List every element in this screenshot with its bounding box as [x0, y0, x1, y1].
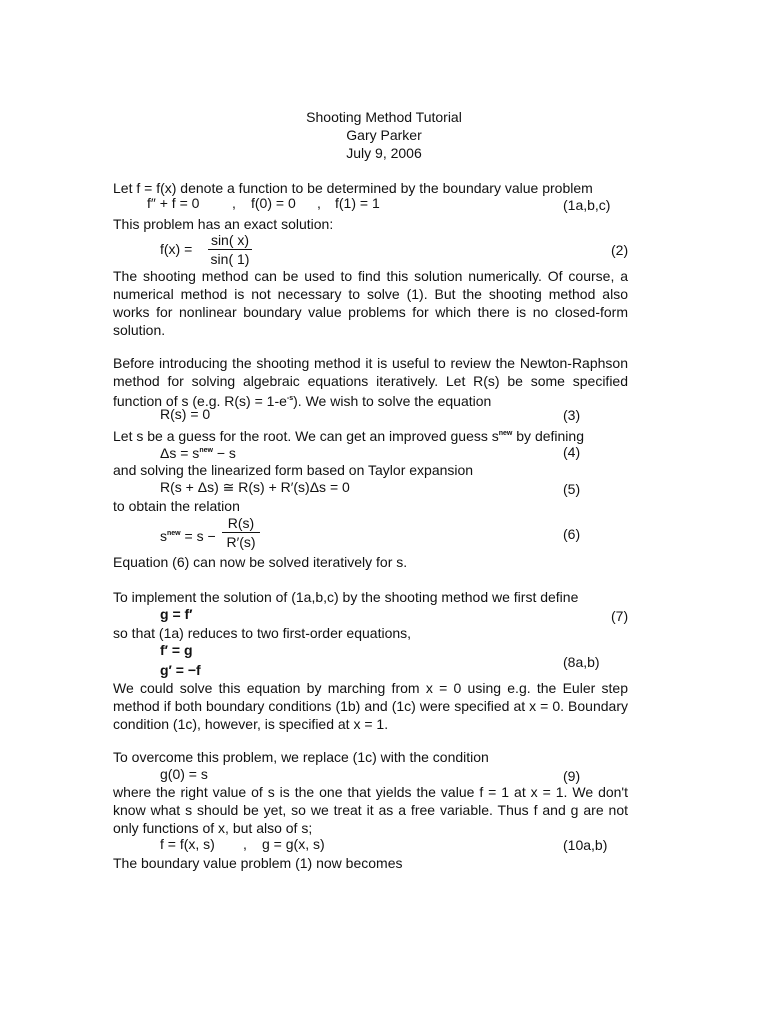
equation-number-5: (5)	[563, 481, 581, 497]
document-date: July 9, 2006	[346, 145, 422, 161]
equation-6-lhs	[160, 525, 216, 545]
equation-separator: ,	[317, 195, 321, 211]
equation-part: s	[160, 528, 167, 544]
equation-10a: f = f(x, s)	[160, 836, 215, 852]
equation-number-1: (1a,b,c)	[563, 197, 611, 213]
fraction-numerator: R(s)	[227, 515, 255, 531]
fraction-bar	[208, 249, 252, 250]
paragraph-bvp-becomes: The boundary value problem (1) now becomes	[113, 855, 403, 871]
fraction-denominator: R′(s)	[226, 534, 256, 550]
superscript: new	[167, 530, 181, 537]
equation-separator: ,	[243, 836, 247, 852]
equation-2-lhs: f(x) =	[160, 241, 193, 257]
equation-number-2: (2)	[611, 242, 629, 258]
paragraph-linearized: and solving the linearized form based on Taylor expansion	[113, 462, 474, 478]
equation-9: g(0) = s	[160, 766, 208, 782]
paragraph-shooting-intro: The shooting method can be used to find this solution numerically. Of course, a numerical method is not necessary to solve (1). But the shooting method also works for nonlinear boundary value problems for which there is no closed-form solution.	[113, 268, 628, 338]
paragraph-overcome: To overcome this problem, we replace (1c) with the condition	[113, 749, 489, 765]
equation-number-7: (7)	[611, 608, 629, 624]
equation-number-6: (6)	[563, 526, 581, 542]
equation-7: g = f′	[160, 606, 193, 622]
paragraph-implement: To implement the solution of (1a,b,c) by the shooting method we first define	[113, 589, 579, 605]
superscript: new	[498, 430, 513, 437]
paragraph-relation: to obtain the relation	[113, 498, 240, 514]
equation-1a: f″ + f = 0	[147, 195, 200, 211]
equation-part: = s −	[180, 528, 216, 544]
paragraph-intro: Let f = f(x) denote a function to be determined by the boundary value problem	[113, 180, 593, 196]
equation-number-4: (4)	[563, 444, 581, 460]
equation-4	[160, 442, 236, 462]
equation-2-fraction	[208, 232, 252, 267]
equation-1b: f(0) = 0	[251, 195, 296, 211]
equation-3: R(s) = 0	[160, 406, 211, 422]
document-title: Shooting Method Tutorial	[306, 109, 462, 125]
paragraph-text: by defining	[512, 428, 584, 444]
equation-part: Δs = s	[160, 445, 200, 461]
equation-number-10: (10a,b)	[563, 837, 608, 853]
equation-number-8: (8a,b)	[563, 654, 600, 670]
paragraph-text: ). We wish to solve the equation	[293, 393, 492, 409]
paragraph-exact-solution: This problem has an exact solution:	[113, 216, 334, 232]
equation-number-3: (3)	[563, 407, 581, 423]
paragraph-first-order: so that (1a) reduces to two first-order equations,	[113, 625, 412, 641]
equation-1c: f(1) = 1	[335, 195, 380, 211]
paragraph-euler: We could solve this equation by marching from x = 0 using e.g. the Euler step method if both boundary conditions (1b) and (1c) were specified at x = 0. Boundary condition (1c), however, is specified at x = 1.	[113, 680, 628, 732]
equation-part: − s	[212, 445, 236, 461]
superscript: new	[199, 447, 213, 454]
paragraph-text: Before introducing the shooting method it is useful to review the Newton-Raphson method for solving algebraic equations iteratively. Let R(s) be some specified function of s (e.g. R(s) = 1-e	[113, 355, 628, 409]
paragraph-iterate: Equation (6) can now be solved iteratively for s.	[113, 554, 408, 570]
paragraph-free-variable: where the right value of s is the one that yields the value f = 1 at x = 1. We don't know what s should be yet, so we treat it as a free variable. Thus f and g are not only functions of x, but also of s;	[113, 784, 628, 836]
superscript: -s	[286, 395, 294, 402]
equation-separator: ,	[232, 195, 236, 211]
fraction-bar	[222, 532, 260, 533]
fraction-numerator: sin( x)	[210, 232, 250, 248]
fraction-denominator: sin( 1)	[210, 251, 250, 267]
equation-number-9: (9)	[563, 768, 581, 784]
equation-10b: g = g(x, s)	[262, 836, 325, 852]
paragraph-newton-raphson	[113, 354, 628, 410]
equation-6-fraction	[222, 515, 260, 550]
equation-8a: f′ = g	[160, 642, 193, 658]
equation-5: R(s + Δs) ≅ R(s) + R′(s)Δs = 0	[160, 479, 350, 495]
equation-8b: g′ = −f	[160, 662, 201, 678]
document-author: Gary Parker	[346, 127, 422, 143]
paragraph-text: Let s be a guess for the root. We can get an improved guess s	[113, 428, 499, 444]
